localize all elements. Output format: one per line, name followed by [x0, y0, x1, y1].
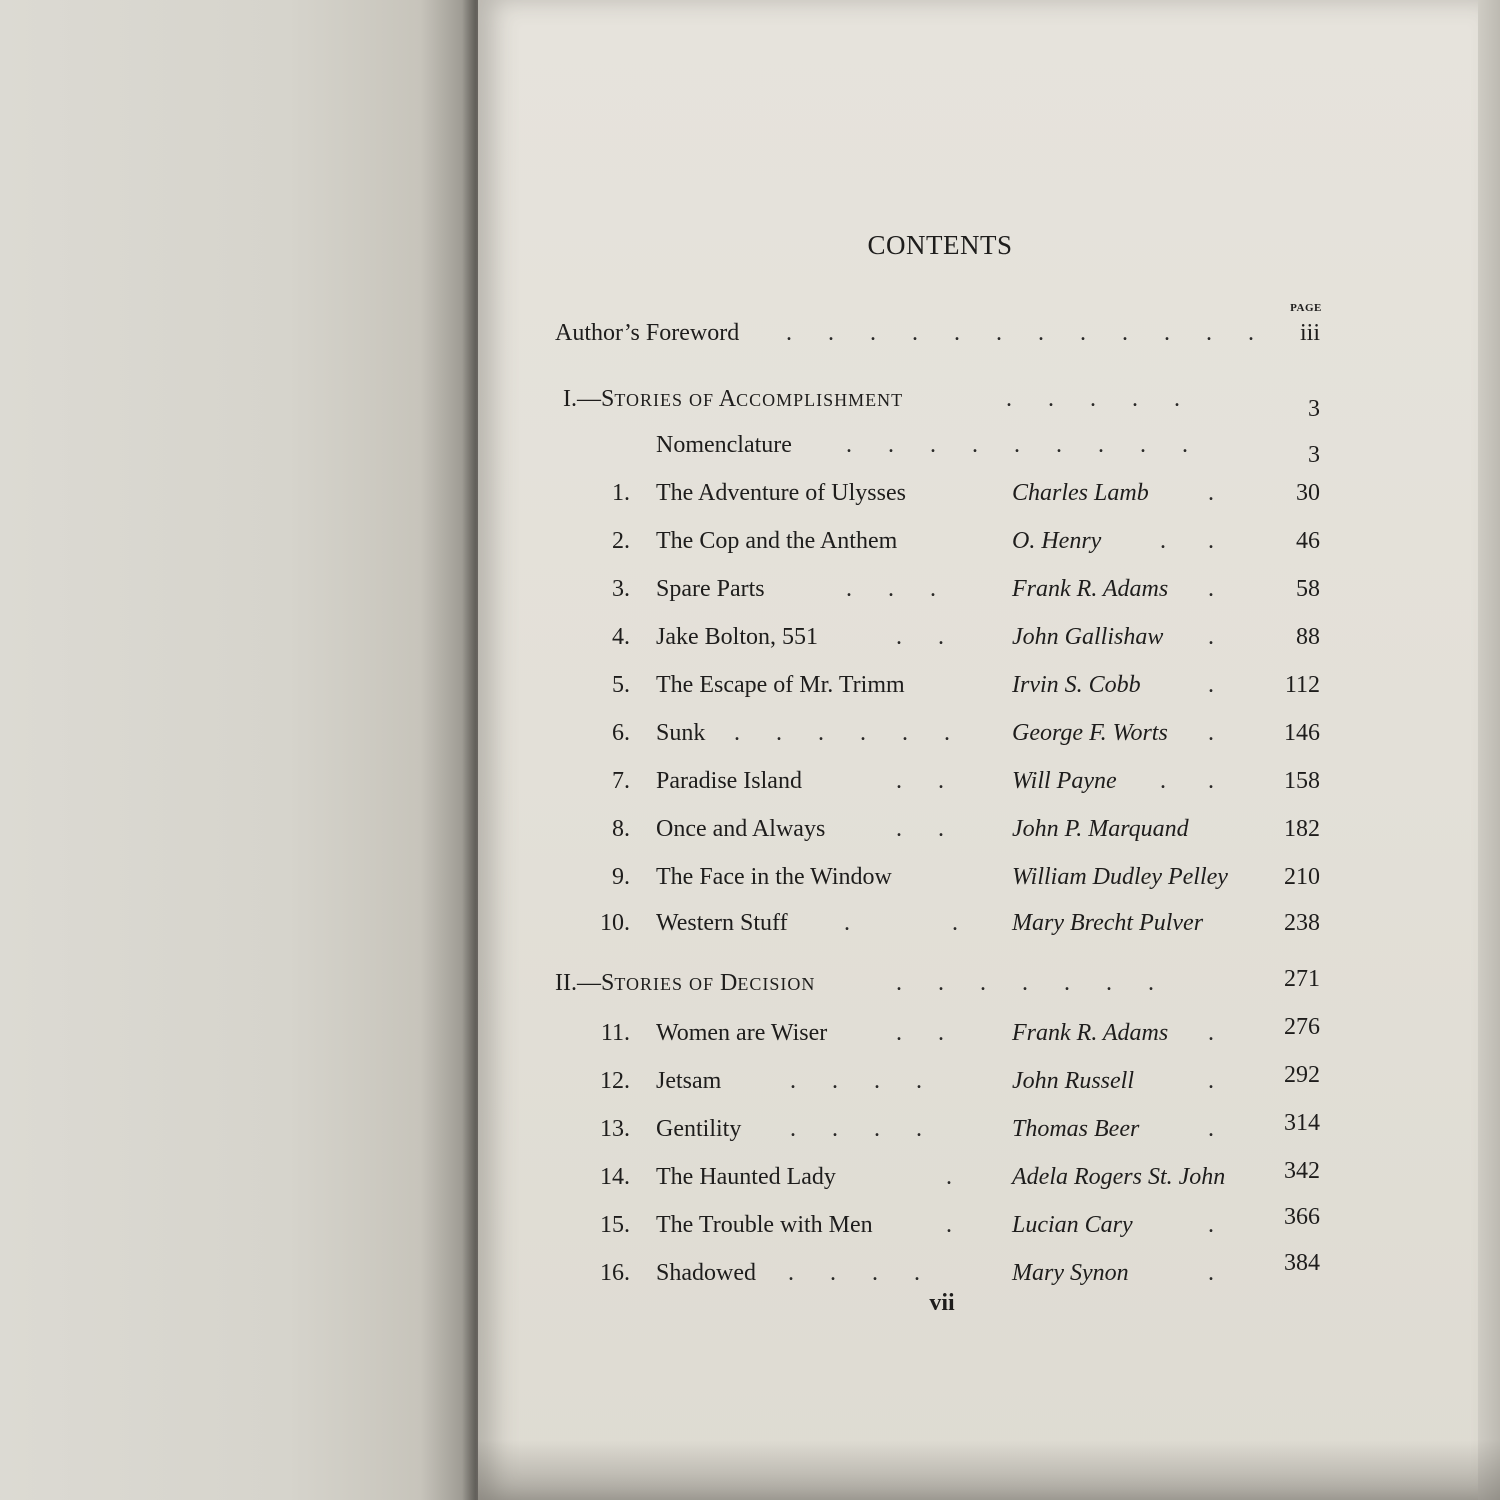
- nomenclature-page: 3: [1308, 442, 1320, 468]
- part-heading-text: I.—STORIES OF ACCOMPLISHMENT: [563, 386, 904, 412]
- toc-entry: [0, 860, 1500, 894]
- entry-title: The Cop and the Anthem: [656, 528, 898, 554]
- entry-number: 7.: [612, 768, 630, 794]
- entry-number: 8.: [612, 816, 630, 842]
- toc-entry: [0, 524, 1500, 558]
- entry-page: 292: [1284, 1062, 1320, 1088]
- entry-number: 9.: [612, 864, 630, 890]
- leader-dots: . .: [896, 768, 944, 794]
- entry-title: The Trouble with Men: [656, 1212, 873, 1238]
- entry-title: Paradise Island: [656, 768, 802, 794]
- entry-author: Frank R. Adams: [1012, 1020, 1169, 1046]
- foreword-page: iii: [1299, 320, 1320, 346]
- leader-dots: . .: [1160, 528, 1214, 554]
- entry-page: 112: [1284, 672, 1320, 698]
- leader-dots: .: [1208, 1020, 1214, 1046]
- leader-dots: .: [946, 1164, 952, 1190]
- toc-entry: [0, 812, 1500, 846]
- leader-dots: . . . . . .: [734, 720, 950, 746]
- leader-dots: .: [1208, 672, 1214, 698]
- entry-page: 238: [1284, 910, 1320, 936]
- entry-title: Spare Parts: [656, 576, 765, 602]
- entry-number: 10.: [600, 910, 630, 936]
- entry-number: 4.: [612, 624, 630, 650]
- entry-page: 276: [1284, 1014, 1320, 1040]
- entry-page: 146: [1284, 720, 1320, 746]
- toc-entry: [0, 1250, 1500, 1290]
- entry-title: Shadowed: [656, 1260, 756, 1286]
- entry-author: Mary Synon: [1012, 1260, 1129, 1286]
- leader-dots: . .: [1160, 768, 1214, 794]
- leader-dots: .: [1208, 1212, 1214, 1238]
- toc-entry: [0, 572, 1500, 606]
- toc-entry: [0, 716, 1500, 750]
- toc-entry: [0, 476, 1500, 510]
- entry-page: 30: [1296, 480, 1320, 506]
- entry-author: John P. Marquand: [1012, 816, 1189, 842]
- entry-author: O. Henry: [1012, 528, 1102, 554]
- entry-number: 15.: [600, 1212, 630, 1238]
- entry-title: The Face in the Window: [656, 864, 892, 890]
- entry-number: 5.: [612, 672, 630, 698]
- entry-number: 16.: [600, 1260, 630, 1286]
- contents-heading: CONTENTS: [867, 230, 1013, 260]
- foreword-row: [0, 316, 1500, 350]
- part-heading-2: [0, 966, 1500, 1000]
- entry-page: 210: [1284, 864, 1320, 890]
- entry-title: Once and Always: [656, 816, 826, 842]
- toc-entry: [0, 1064, 1500, 1098]
- leader-dots: .: [1208, 624, 1214, 650]
- toc-entry: [0, 1016, 1500, 1050]
- toc-entry: [0, 906, 1500, 940]
- toc-entry: [0, 1112, 1500, 1146]
- toc-entry: [0, 764, 1500, 798]
- leader-dots: . .: [896, 816, 944, 842]
- entry-title: Jake Bolton, 551: [656, 624, 818, 650]
- leader-dots: . . . .: [790, 1068, 922, 1094]
- entry-author: John Gallishaw: [1012, 624, 1164, 650]
- leader-dots: . . . . . . .: [896, 970, 1154, 996]
- entry-page: 342: [1284, 1158, 1320, 1184]
- entry-title: Gentility: [656, 1116, 742, 1142]
- leader-dots: .: [1208, 1260, 1214, 1286]
- entry-page: 314: [1284, 1110, 1320, 1136]
- entry-page: 384: [1284, 1250, 1320, 1276]
- leader-dots: .: [1208, 1116, 1214, 1142]
- entry-author: William Dudley Pelley: [1012, 864, 1228, 890]
- entry-author: Charles Lamb: [1012, 480, 1149, 506]
- entry-title: The Escape of Mr. Trimm: [656, 672, 905, 698]
- leader-dots: . .: [844, 910, 958, 936]
- entry-number: 3.: [612, 576, 630, 602]
- entry-page: 158: [1284, 768, 1320, 794]
- leader-dots: .: [1208, 1068, 1214, 1094]
- page-column-label: PAGE: [1290, 302, 1322, 314]
- entry-page: 58: [1296, 576, 1320, 602]
- entry-title: Sunk: [656, 720, 706, 746]
- entry-author: Thomas Beer: [1012, 1116, 1140, 1142]
- entry-author: George F. Worts: [1012, 720, 1168, 746]
- entry-title: Western Stuff: [656, 910, 788, 936]
- leader-dots: .: [1208, 576, 1214, 602]
- entry-title: Women are Wiser: [656, 1020, 828, 1046]
- toc-entry: [0, 668, 1500, 702]
- entry-page: 46: [1296, 528, 1320, 554]
- entry-number: 2.: [612, 528, 630, 554]
- leader-dots: .: [1208, 480, 1214, 506]
- entry-author: Lucian Cary: [1012, 1212, 1133, 1238]
- leader-dots: . . . .: [788, 1260, 920, 1286]
- toc-entry: [0, 1204, 1500, 1242]
- part-page: 3: [1308, 396, 1320, 422]
- entry-author: Frank R. Adams: [1012, 576, 1169, 602]
- entry-page: 88: [1296, 624, 1320, 650]
- part-page: 271: [1284, 966, 1320, 992]
- bottom-shadow: [478, 1440, 1500, 1500]
- entry-author: John Russell: [1012, 1068, 1134, 1094]
- leader-dots: . .: [896, 1020, 944, 1046]
- nomenclature-row: [0, 428, 1500, 468]
- entry-title: Jetsam: [656, 1068, 722, 1094]
- entry-author: Irvin S. Cobb: [1012, 672, 1141, 698]
- part-heading-1: [0, 382, 1500, 422]
- leader-dots: . .: [896, 624, 944, 650]
- foreword-title: Author’s Foreword: [555, 320, 740, 346]
- entry-number: 14.: [600, 1164, 630, 1190]
- leader-dots: .: [1208, 720, 1214, 746]
- part-heading-text: II.—STORIES OF DECISION: [555, 970, 816, 996]
- toc-entry: [0, 1160, 1500, 1194]
- leader-dots: . . .: [846, 576, 936, 602]
- leader-dots: . . . .: [790, 1116, 922, 1142]
- entry-page: 366: [1284, 1204, 1320, 1230]
- entry-number: 12.: [600, 1068, 630, 1094]
- entry-author: Adela Rogers St. John: [1012, 1164, 1226, 1190]
- toc-entry: [0, 620, 1500, 654]
- entry-number: 1.: [612, 480, 630, 506]
- page-number: vii: [929, 1290, 955, 1316]
- nomenclature-title: Nomenclature: [656, 432, 792, 458]
- leader-dots: . . . . . . . . . . . .: [786, 320, 1254, 346]
- entry-number: 11.: [600, 1020, 630, 1046]
- entry-number: 6.: [612, 720, 630, 746]
- entry-author: Mary Brecht Pulver: [1012, 910, 1204, 936]
- leader-dots: . . . . .: [1006, 386, 1180, 412]
- entry-title: The Haunted Lady: [656, 1164, 836, 1190]
- entry-author: Will Payne: [1012, 768, 1117, 794]
- leader-dots: . . . . . . . . .: [846, 432, 1188, 458]
- leader-dots: .: [946, 1212, 952, 1238]
- entry-page: 182: [1284, 816, 1320, 842]
- entry-title: The Adventure of Ulysses: [656, 480, 906, 506]
- entry-number: 13.: [600, 1116, 630, 1142]
